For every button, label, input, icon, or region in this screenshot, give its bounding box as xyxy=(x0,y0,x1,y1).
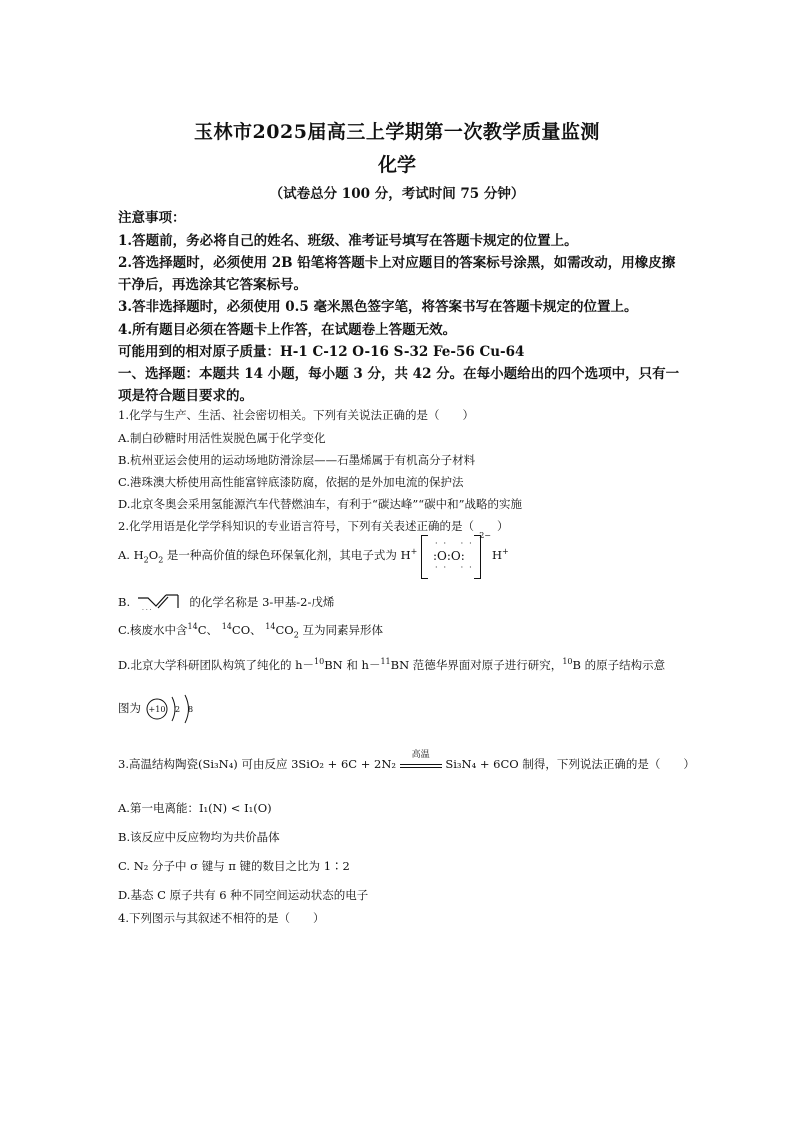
exam-info: （试卷总分 100 分，考试时间 75 分钟） xyxy=(269,186,525,202)
exam-title: 玉林市2025届高三上学期第一次教学质量监测 xyxy=(194,121,600,143)
reaction-arrow: 高温 xyxy=(400,760,442,768)
question-2-option-c: C.核废水中含$^{14}$C、 $^{14}$CO、 $^{14}CO_2$ 互为同素异形体 xyxy=(118,622,383,640)
section-heading-2: 项是符合题目要求的。 xyxy=(118,388,253,404)
right-bracket xyxy=(474,535,481,579)
question-4-stem: 4.下列图示与其叙述不相符的是（ ） xyxy=(118,911,325,925)
question-1-option-b: B.杭州亚运会使用的运动场地防滑涂层——石墨烯属于有机高分子材料 xyxy=(118,453,476,467)
notes-heading: 注意事项： xyxy=(118,210,186,226)
section-heading-1: 一、选择题：本题共 14 小题，每小题 3 分，共 42 分。在每小题给出的四个选项中，只有一 xyxy=(118,366,680,382)
question-2-option-a: A. $H_2O_2$ 是一种高价值的绿色环保氧化剂，其电子式为 H+ ·· ·· :O:O: ·· ·· 2− H+ xyxy=(118,543,509,569)
note-item: 3.答非选择题时，必须使用 0.5 毫米黑色签字笔，将答案书写在答题卡规定的位置上。 xyxy=(118,299,638,315)
svg-text:· · ·: · · · xyxy=(141,607,152,614)
note-item: 干净后，再选涂其它答案标号。 xyxy=(118,277,307,293)
question-2-option-d: D.北京大学科研团队构筑了纯化的 h－$^{10}$BN 和 h－$^{11}$BN 范德华界面对原子进行研究，$^{10}$B 的原子结构示意 xyxy=(118,657,666,672)
question-2-option-b: B. · · · 的化学名称是 3-甲基-2-戊烯 xyxy=(118,592,334,614)
question-1-option-a: A.制白砂糖时用活性炭脱色属于化学变化 xyxy=(118,431,326,445)
svg-text:2: 2 xyxy=(174,705,180,714)
atom-structure-icon xyxy=(145,692,207,726)
skeletal-structure-icon xyxy=(134,592,186,614)
question-3-option-b: B.该反应中反应物均为共价晶体 xyxy=(118,830,280,844)
left-bracket xyxy=(421,535,428,579)
note-item: 1.答题前，务必将自己的姓名、班级、准考证号填写在答题卡规定的位置上。 xyxy=(118,233,578,249)
note-item: 4.所有题目必须在答题卡上作答，在试题卷上答题无效。 xyxy=(118,322,457,338)
svg-text:8: 8 xyxy=(187,705,193,714)
subject-title: 化学 xyxy=(377,154,416,176)
svg-text:+10: +10 xyxy=(148,705,166,714)
question-3-option-a: A.第一电离能：I₁(N) < I₁(O) xyxy=(118,801,272,815)
electron-dots-bottom: ·· ·· xyxy=(434,563,478,572)
peroxide-electron-formula: ·· ·· :O:O: ·· ·· 2− xyxy=(421,543,481,569)
question-2-option-d-cont: 图为 +10 2 8 xyxy=(118,692,207,726)
question-3-option-d: D.基态 C 原子共有 6 种不同空间运动状态的电子 xyxy=(118,888,369,902)
question-3-stem: 3.高温结构陶瓷(Si₃N₄) 可由反应 3SiO₂ + 6C + 2N₂ 高温 Si₃N₄ + 6CO 制得，下列说法正确的是（ ） xyxy=(118,750,695,771)
electron-dots-top: ·· ·· xyxy=(434,539,478,548)
equals-arrow xyxy=(400,764,442,768)
question-2-stem: 2.化学用语是化学学科知识的专业语言符号，下列有关表述正确的是（ ） xyxy=(118,519,509,533)
question-1-option-d: D.北京冬奥会采用氢能源汽车代替燃油车，有利于“碳达峰”“碳中和”战略的实施 xyxy=(118,497,522,511)
note-item: 2.答选择题时，必须使用 2B 铅笔将答题卡上对应题目的答案标号涂黑，如需改动，用橡皮擦 xyxy=(118,255,676,271)
question-1-option-c: C.港珠澳大桥使用高性能富锌底漆防腐，依据的是外加电流的保护法 xyxy=(118,475,464,489)
question-1-stem: 1.化学与生产、生活、社会密切相关。下列有关说法正确的是（ ） xyxy=(118,408,474,422)
question-3-option-c: C. N₂ 分子中 σ 键与 π 键的数目之比为 1∶2 xyxy=(118,859,350,873)
atomic-masses: 可能用到的相对原子质量：H-1 C-12 O-16 S-32 Fe-56 Cu-64 xyxy=(118,344,525,360)
